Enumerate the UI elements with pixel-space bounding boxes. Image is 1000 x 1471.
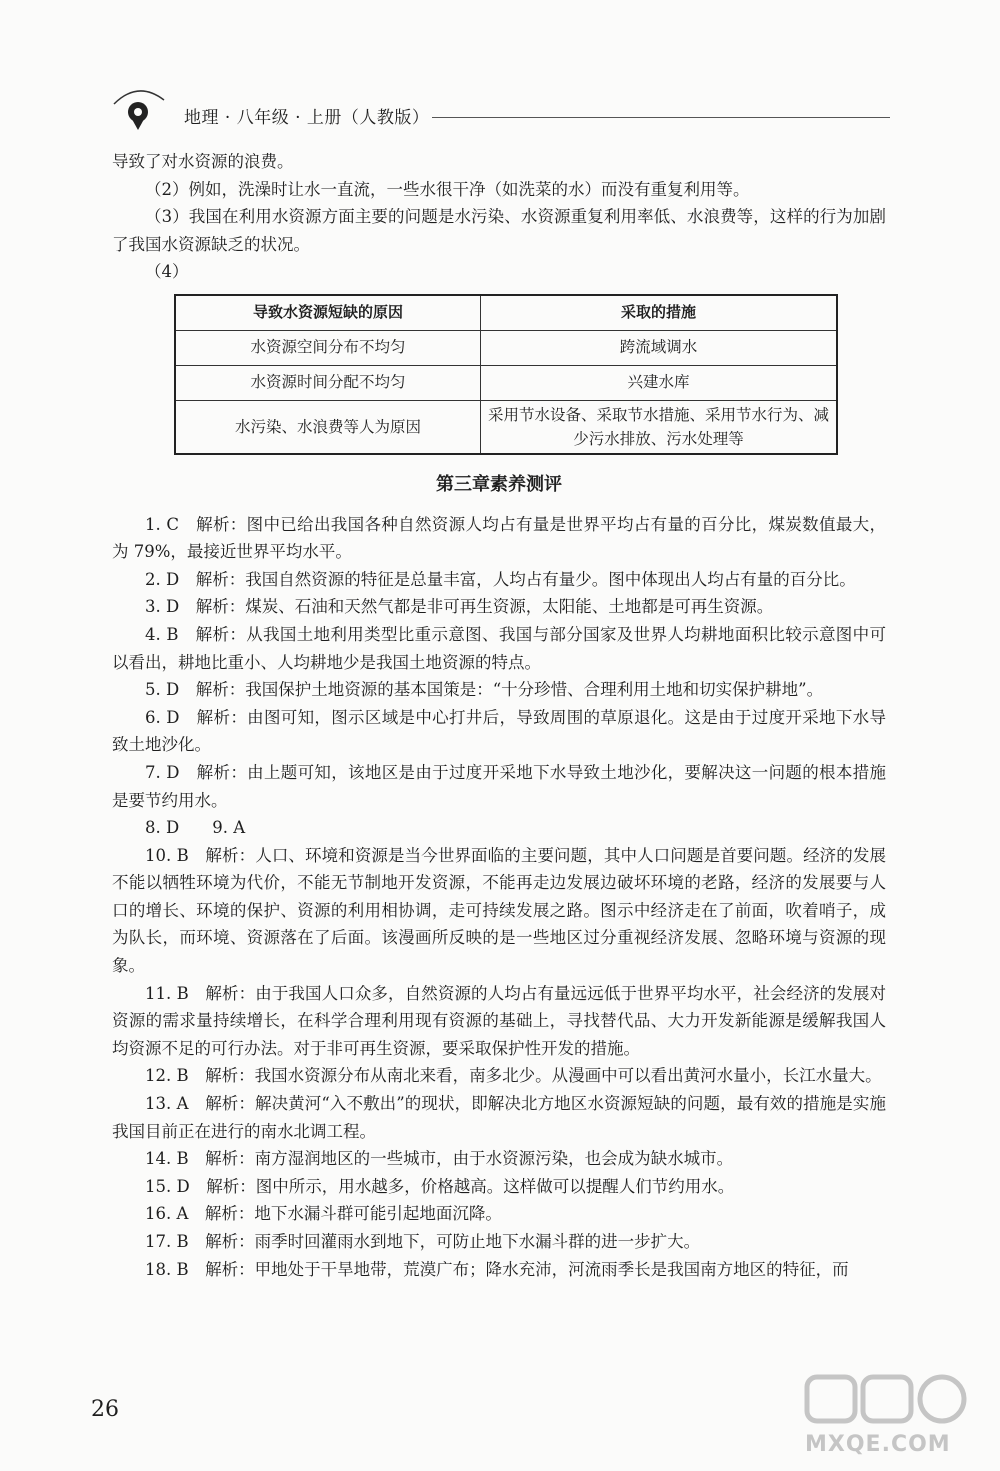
header-divider: [432, 117, 890, 118]
answer-item: 17. B 解析：雨季时回灌雨水到地下，可防止地下水漏斗群的进一步扩大。: [145, 1232, 701, 1251]
table-row: [175, 400, 837, 454]
table-row: [175, 365, 837, 400]
table-header-row: [175, 295, 837, 331]
table-cell: 水资源空间分布不均匀: [175, 330, 481, 365]
page-header: [104, 82, 894, 142]
paragraph: （3）我国在利用水资源方面主要的问题是水污染、水资源重复利用率低、水浪费等，这样的行为加剧了我国水资源缺乏的状况。: [112, 207, 886, 254]
answer-item: 5. D 解析：我国保护土地资源的基本国策是：“十分珍惜、合理利用土地和切实保护耕地”。: [145, 680, 824, 700]
school-logo-icon: [104, 82, 174, 142]
answer-item: 4. B 解析：从我国土地利用类型比重示意图、我国与部分国家及世界人均耕地面积比较示意图中可以看出，耕地比重小、人均耕地少是我国土地资源的特点。: [112, 624, 886, 672]
table-cell: 跨流域调水: [481, 330, 838, 365]
page-content: [112, 148, 886, 1283]
watermark: [777, 1367, 972, 1457]
table-header-measure: 采取的措施: [481, 295, 838, 331]
answer-item: 13. A 解析：解决黄河“入不敷出”的现状，即解决北方地区水资源短缺的问题，最有效的措施是实施我国目前正在进行的南水北调工程。: [112, 1094, 886, 1141]
answer-item: 16. A 解析：地下水漏斗群可能引起地面沉降。: [145, 1204, 502, 1224]
answer-item: 11. B 解析：由于我国人口众多，自然资源的人均占有量远远低于世界平均水平，社会经济的发展对资源的需求量持续增长，在科学合理利用现有资源的基础上，寻找替代品、大力开发新能源是缓解我国人均资源不足的可行办法。对于非可再生资源，要采取保护性开发的措施。: [112, 983, 886, 1058]
section-title: 第三章素养测评: [436, 473, 562, 495]
answer-item: 1. C 解析：图中已给出我国各种自然资源人均占有量是世界平均占有量的百分比，煤炭数值最大，为 79%，最接近世界平均水平。: [112, 514, 886, 562]
watermark-text: MXQE.COM: [805, 1432, 951, 1457]
table-cell: 水污染、水浪费等人为原因: [175, 400, 481, 454]
answer-item: 12. B 解析：我国水资源分布从南北来看，南多北少。从漫画中可以看出黄河水量小，长江水量大。: [145, 1066, 882, 1086]
paragraph: 导致了对水资源的浪费。: [112, 152, 294, 171]
page-number: 26: [91, 1397, 119, 1422]
answer-item: 6. D 解析：由图可知，图示区域是中心打井后，导致周围的草原退化。这是由于过度开采地下水导致土地沙化。: [112, 707, 886, 755]
answer-item: 7. D 解析：由上题可知，该地区是由于过度开采地下水导致土地沙化，要解决这一问题的根本措施是要节约用水。: [112, 762, 886, 810]
water-shortage-table: [174, 294, 838, 455]
header-title: 地理 · 八年级 · 上册（人教版）: [184, 108, 430, 128]
paragraph: （2）例如，洗澡时让水一直流，一些水很干净（如洗菜的水）而没有重复利用等。: [145, 179, 750, 199]
paragraph: （4）: [145, 262, 189, 282]
answer-item: 8. D 9. A: [145, 818, 246, 838]
answer-item: 10. B 解析：人口、环境和资源是当今世界面临的主要问题，其中人口问题是首要问题。经济的发展不能以牺牲环境为代价，不能无节制地开发资源，不能再走边发展边破坏环境的老路，经济的发展要与人口的增长、环境的保护、资源的利用相协调，走可持续发展之路。图示中经济走在了前面，吹着哨子，成为队长，而环境、资源落在了后面。该漫画所反映的是一些地区过分重视经济发展、忽略环境与资源的现象。: [112, 845, 886, 976]
watermark-logo-icon: [777, 1367, 972, 1429]
table-cell: 兴建水库: [481, 365, 838, 400]
table-row: [175, 330, 837, 365]
answer-item: 15. D 解析：图中所示，用水越多，价格越高。这样做可以提醒人们节约用水。: [145, 1176, 735, 1196]
table-cell: 水资源时间分配不均匀: [175, 365, 481, 400]
answer-item: 3. D 解析：煤炭、石油和天然气都是非可再生资源，太阳能、土地都是可再生资源。: [145, 597, 774, 617]
table-header-cause: 导致水资源短缺的原因: [175, 295, 481, 331]
table-cell: 采用节水设备、采取节水措施、采用节水行为、减少污水排放、污水处理等: [481, 400, 838, 454]
answer-item: 14. B 解析：南方湿润地区的一些城市，由于水资源污染，也会成为缺水城市。: [145, 1149, 734, 1169]
answer-item: 2. D 解析：我国自然资源的特征是总量丰富，人均占有量少。图中体现出人均占有量的百分比。: [145, 569, 856, 589]
answer-item: 18. B 解析：甲地处于干旱地带，荒漠广布；降水充沛，河流雨季长是我国南方地区的特征，而: [145, 1259, 849, 1279]
